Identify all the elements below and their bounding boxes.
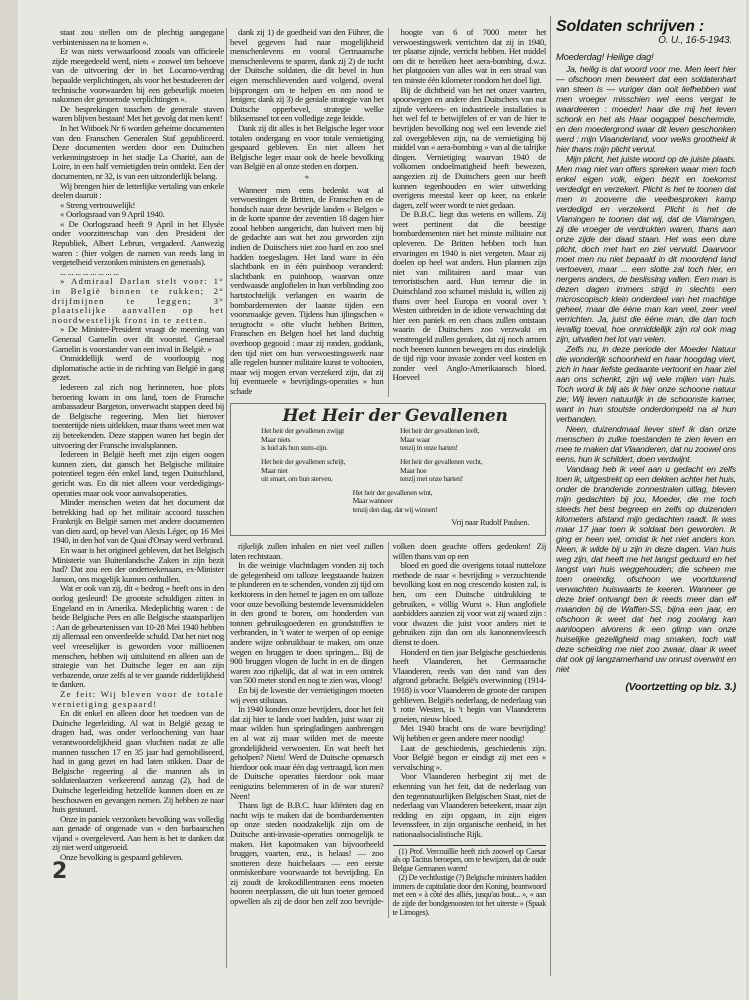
article-column-2-top [230,28,384,397]
paragraph: En bij de kwestie der vernietigingen moeten wij even stilstaan. [230,685,384,705]
paragraph: ... ... ... ... ... ... ... ... [60,266,119,277]
paragraph: Ja, heilig is dat woord voor me. Men leert hier — ofschoon men beweert dat een soldatenhart van steen is — vuriger dan ooit liefhebben wat men vroeger misschien wel eens vergat te waardeeren : moeder! haar die mij het leven schonk en het als Haar oogappel beschermde, en den moedergrond waar dit leven geschonken werd : mijn Vlaanderland, voor welks grootheid ik hier thans mijn plicht vervul. [556,64,736,154]
paragraph: En dit enkel en alleen door het toedoen van de Duitsche legerleiding. Al wat in België gezag te dragen had, was onder verloochening van haar verantwoordelijkheid gaan vluchten nadat ze alle mannen tusschen 17 en 35 jaar had gemobiliseerd, had in gang gezet en had laten stikken. Daar de Belgische regeering al die mannen als in soldatenlaarzen verkeerend aanzag (2), had de Duitsche legerleiding hetzelfde kunnen doen en ze beschouwen en gevangen nemen. Zij hebben ze naar huis gestuurd. [52,708,224,815]
article-column-1 [52,27,224,884]
paragraph: Onmiddellijk werd de voorloopig nog diplomatische actie in de richting van België in gang gezet. [52,353,224,383]
paragraph: » De Minister-President vraagt de meening van Generaal Gamelin over dit voorstel. Generaal Gamelin is voorstander van een inval in België. » [52,324,224,354]
poem-stanza [400,458,529,484]
paragraph: Minder menschen weten dat het document dat betrekking had op het militair accoord tusschen Frankrijk en België samen met andere documenten van dien aard, op bevel van Alexis Léger, op 16 Mei 1940, in den hof van de Quai d'Orsay werd verbrand. [52,497,224,546]
continuation-note: (Voortzetting op blz. 3.) [625,681,736,693]
paragraph: Iedereen in België heeft met zijn eigen oogen kunnen zien, dat gansch het Belgische militaire potentieel tegen één enkel land, tegen Duitschland, gericht was. En dit niet alleen voor verdedigings-operaties maar ook voor aanvalsoperaties. [52,449,224,498]
poem-credit: Vrij naar Rudolf Paulsen. [451,517,529,527]
poem-line: Maar waar [400,434,430,444]
letter-column [556,16,736,692]
poem-line: Maar wanneer [352,496,393,506]
poem-line: uit smart, om hun sterven. [261,474,333,484]
paragraph: « Oorlogsraad van 9 April 1940. [60,209,165,220]
poem-line: tenzij in onze harten! [400,443,458,453]
paragraph: Er was niets verwaarloosd zooals van officieele zijde meegedeeld werd, niets « zoowel ten behoeve van de uitvoering der in het Locarno-verdrag bepaalde verplichtingen, als voor het bestudeeren der technische voorwaarden bij een gebeurlijk moeten nakomen der genoemde verplichtingen ». [52,46,224,105]
poem-title: Het Heir der Gevallenen [282,405,508,426]
poem-line: is luid als hun stem-zijn. [261,443,328,453]
poem-line: tenzij den dag, dat wij winnen! [352,504,438,514]
paragraph: De B.B.C. liegt dus wetens en willens. Zij weet pertinent dat die beestige bombardementen niet het minste militaire nut opleveren. De Britten hebben toch hun ervaringen en 1940 is niet vergeten. Maar zij doelen op heel wat anders. Hun plannen zijn niet van militairen aard maar van terroristischen aard. Hun terreur die in Duitschland zoo schamel mislukt is, willen zij thans over heel Europa en vooral over 't Westen uitbreiden in de idiote verwachting dat hier een paniek en een chaos zullen ontstaan waarin de Duitschers zoo verzwakt en verstrengeld zullen geraken, dat zij noch armen noch beenen kunnen bewegen en dus eindelijk de tijd rijp voor invasie zonder veel kosten en zonder veel Anglo-Amerikaansch bloed. Hoeveel [392,209,546,383]
page-number: 2 [52,858,68,884]
article-middle-columns [230,28,546,918]
paragraph: Ze feit: Wij bleven voor de totale vernietiging gespaard! [52,688,224,709]
poem-stanza [261,458,390,484]
poem-line: Het heir der gevallenen wint, [352,487,433,497]
poem-line: Maar niet [261,465,288,475]
paragraph: dank zij 1) de goedheid van den Führer, die bevel gegeven had naar mogelijkheid menschenlevens en vooral Germaansche menschenlevens te sparen, dank zij 2) de tucht der Duitsche soldaten, die dit bevel in hun eigen menschlievenden aard volgend, overal bijsprongen om te helpen en om nood te lenigen; dank zij 3) de geniale strategie van het Duitsche opperbevel, strategie welke bliksemsnel tot een volledige zege leidde. [230,27,384,124]
paragraph: In die weinige vluchtdagen vonden zij toch de gelegenheid om talloze leegstaande huizen te plunderen en te schenden, vonden zij tijd om kerktorens in den hemel te jagen en om talloze voor onze bevolking bestemde levensmiddelen in den grond te boren, om honderden van tonnen gebruiksgoederen en grondstoffen te verbranden, in 't water te werpen of op eenige andere wijze onbruikbaar te maken, om onze wegen en bruggen te doen springen... Bij de 900 bruggen vlogen de lucht in en de dingen waren zoo rijkelijk, dat al wat in een omtrek van 500 meter stond en nog te zien was, vloog! [230,560,384,686]
letter-body [556,64,736,674]
poem-stanza [261,427,390,453]
letter-title: Soldaten schrijven : [556,18,705,35]
poem-stanza [400,427,529,453]
letter-salutation: Moederdag! Heilige dag! [556,51,654,62]
paragraph: bloed en goed die overigens totaal nutteloze methode de naar « bevrijding » verzuchtende bevolking kost en nog crescendo kosten zal, is hen, om een Duitsche uitdrukking te gebruiken, « völlig Wurst ». Hun anglofiele aanbidders aanzien zij voor wat zij waard zijn : voor dwazen die juist voor anders niet te gebruiken zijn dan om als kanonnenvleesch dienst te doen. [392,560,546,648]
paragraph: Mei 1940 bracht ons de ware bevrijding! Wij hebben er geen andere meer noodig! [392,723,546,743]
paragraph: » Admiraal Darlan stelt voor: 1° in België binnen te rukken; 2° drijfmijnen te leggen; 3° plaatselijke aanvallen op het noordwestelijk front in te zetten. [52,276,224,325]
poem-box [230,403,546,537]
paragraph: Zelfs nu, in deze periode der Moeder Natuur die wonderlijk schoonheid en haar hoogdag viert, zich in haar liefste gedaante vertoont en haar ziel aan ons schenkt, zijn wij vele mijlen van huis. Toch word ik blij als ik hier onze schoone natuur zie; Wij leven natuurlijk in de schoonste kamer, want in hun stoutste onderdompeld na al hun verbanden. [556,344,736,424]
paragraph: (2) De vechtlustige (?) Belgische ministers hadden immers de capitulatie door den Koning, beantwoord met een « à côté des alliés, jusqu'au bout... », « aan de zijde der bondgenoosten tot het uiterste » (Spaak te Limoges). [392,872,546,918]
paragraph: Vandaag heb ik veel aan u gedacht en zelfs toen ik, uitgestrekt op een dekken achter het huis, onder de brandende zonnestralen uitlag, bleven mijn gedachten bij jou, Moeder, die me toch steeds het best begreep en zelfs op duizenden kilometers afstand mijn gedachten raadt. Ik was maar 17 jaar toen ik soldaat ben geworden. Ik ging er heen wel, omdat ik het niet anders kon. Neen, ik wilde bij u zijn in deze dagen. Van huis weg zijn, dat heeft me het langst geduurd en het langst van huis weggehouden; die scheen me toen oneindig, ofschoon we voortdurend verwachten huiswaarts te keeren. Wanneer ge deze brief ontvangt ben ik reeds meer dan elf maanden bij de Waffen-SS, bijna een jaar, en ofschoon ik weet dat het nog zoolang kan aanloopen alvorens ik een glimp van onze huiselijke gezelligheid mag smaken, toch valt deze scheiding me niet zoo zwaar, daar ik weet dat ook gij langzamerhand uw onrust overwint en niet [556,464,736,674]
paragraph: Laat de geschiedenis, geschiedenis zijn. Voor België begon er eindigt zij met een « vervalsching ». [392,742,546,772]
paragraph: De besprekingen tusschen de generale staven waren blijven bestaan! Met het gevolg dat men kent! [52,103,224,124]
paragraph: Wat er ook van zij, dit « bedrog » heeft ons in den oorlog gesleurd! De grootste schuldigen zitten in Engeland en in Amerika. Medeplichtig waren : de beide Belgische Pers en alle Belgische staatsparlijen : Aan de gebeurtenissen van 10-28 Mei 1940 hebben zij allemaal een onverdeelde schuld. Dat het niet nog veel vreeselijker is geworden voor millioenen menschen, hebben wij uitsluitend en alleen aan de strategie van het Duitsche leger en aan zijn verbazende, onze zelfs al te ver gaande ridderlijkheid te danken. [52,583,224,690]
article-columns-bottom [230,542,546,918]
paragraph: rijkelijk zullen inhalen en niet veel zullen laten rechtstaan. [230,541,384,561]
paragraph: En waar is het origineel gebleven, dat het Belgisch Ministerie van Buitenlandsche Zaken in zijn bezit had? Dat zou een der onderteekenaars, ex-Minister Janson, ons mogelijk kunnen onthullen. [52,545,224,584]
paragraph: staat zou stellen om de plechtig aangegane verbintenissen na te komen ». [52,27,224,47]
paragraph: In 1940 konden onze bevrijders, door het feit dat zij hier te lande voet hadden, juist waar zij maar wilden hun springladingen aanbrengen en al wat zij maar wilden met de meeste grondelijkheid verwoesten. En wat heeft het geholpen? Niets! Werd de Duitsche opmarsch hierdoor ook maar één dag vertraagd, kon men de Duitsche operaties hierdoor ook maar eenigszins belemmeren of in de war sturen? Neen! [230,704,384,801]
poem-line: Maar niets [261,434,291,444]
column-divider [550,16,551,976]
paragraph: (1) Prof. Vercouillie heeft zich zoowel op Caesar als op Tacitus beroepen, om te bewijzen, dat de oude Belgae Germanen waren! [392,846,546,874]
poem-stanzas [261,427,529,514]
footnotes [393,845,547,918]
poem-line: Maar hoe [400,465,427,475]
paragraph: Mijn plicht, het juiste woord op de juiste plaats. Men mag niet van offers spreken waar men toch enkel eigen volk, eigen bezit en toekomst verdedigt en verzekert. Plicht is het te toonen dat men in zooverre die veelbesproken kamp verdedigd en verzekerd. Plicht is het de Vlamingen te toonen dat wij, dat de Vlamingen, zij die vroeger de verdrukten waren, thans aan onze zijde der daad staan. Het was een dure plicht, doch met hart en ziel vervuld. Daarvoor moet men nu niet bepaald in dit moordend land vertoeven, maar ... een slotte zal toch hier, en nergens anders, de beslissing vallen. Een man is dezen dagen immers strijd in slechts een microscopisch klein onderdeel van het machtige geheel, maar die ééne man kan veel, zeer veel verrichten. Ja, juist die ééne man, die dan toch ievallig toeval, hoe onmiddellijk zijn rol ook mag zijn, uitvallen het lot van velen. [556,154,736,344]
paragraph: In het Witboek Nr 6 worden geheime documenten van den Franschen Generalen Staf gepubliceerd. Deze documenten werden door een Duitschen verkenningstroep in het stadje La Charité, aan de Loire, in een half vernietigden trein ontdekt. Een der documenten, nr 32, is van een uitzonderlijk belang. [52,122,224,181]
paragraph: Bij de dichtheid van het net onzer vaarten, spoorwegen en andere den Duitschers van nut zijnde verkeers- en industrieele installaties is het wel fel te betwijfelen of er van de hier te bevrijden bevolking nog wel een levende ziel zal overgebleven zijn, na de vernietiging bij middel van « aera-bombing » van al die talrijke dingen. Vernietiging waarvan 1940 de volkomen ondoelmatigheid heeft bewezen, aangezien zij de Duitschers geen uur heeft kunnen tegenhouden en wier uitwerking overigens meestal keer op keer, na enkele dagen, zelf weer wordt te niet gedaan. [392,84,546,210]
poem-line: Het heir der gevallenen schrijt, [261,456,346,466]
letter-date: O. U., 16-5-1943. [658,35,732,46]
column-divider [226,28,227,968]
poem-line: tenzij met onze harten! [400,474,463,484]
paragraph: « De Oorlogsraad heeft 9 April in het Elysée onder voorzitterschap van den President der Republiek, Albert Lebrun, vergaderd. Aanwezig waren : (hier volgen de namen van reeds lang in vergetelheid verzonken ministers en generaals). [52,218,224,268]
paragraph: Neen, duizendmaal liever sterf ik dan onze menschen in zulke toestanden te zien leven en mee te maken dat Vlaanderen, dat nu zoowel ons eens, hun ik schildert, doen verdwijnt. [556,424,736,464]
article-column-3-top [393,28,547,383]
paragraph: Onze in paniek verzonken bevolking was volledig aan genade of ongenade van « den barbaarschen vijand » overgeleverd. Aan hem is het te danken dat zij niet werd uitgeroeid. [52,813,224,853]
paragraph: Wij brengen hier de letterlijke vertaling van enkele deelen daaruit : [52,180,224,201]
paragraph: hoogte van 6 of 7000 meter het verwoestingswerk verrichten dat zij in 1940, ter plaatse zijnde, verricht hebben. Het middel om dit te bereiken heet aera-bombing, d.w.z. het platgooien van alles wat in een straal van ten minste één kilometer rondom het doel ligt. [392,27,546,85]
article-text [52,28,224,863]
poem-line: Het heir der gevallenen vecht, [400,456,483,466]
poem-line: Het heir der gevallenen zwijgt [261,426,344,436]
poem-stanza [353,489,438,515]
article-columns-top [230,28,546,397]
section-separator: * [304,172,309,183]
paragraph: Voor Vlaanderen herbegint zij met de erkenning van het feit, dat de nederlaag van den tegennatuurlijken Belgischen Staat, niet de nederlaag van Vlaanderen beteekent, maar zijn redding en zijn opgaan, in zijn eigen levenssfeer, in zijn organische eenheid, in het nationaalsocialistische Rijk. [392,771,546,839]
paragraph: Thans ligt de B.B.C. haar kliënten dag en nacht wijs te maken dat de bombardementen op onze steden noodzakelijk zijn om de Duitsche anti-invasie-operaties onmogelijk te maken. Het kapotmaken van bijvoorbeeld bruggen, vaarten, enz., is helaas! — zoo snotteren deze huichelaars — een eerste onmiskenbare voorwaarde tot bevrijding. En zij zoudt de krokodillentranen eens moeten hooren neerplassen, die uit hun toeter gemoed opwellen als zij de door hen zelf zoo bevrijde-volken doen geachte offers gedenken! Zij willen thans van op een [230,541,546,907]
poem-line: Het heir der gevallenen leeft, [400,426,480,436]
paragraph: Honderd en tien jaar Belgische geschiedenis heeft Vlaanderen, het Germaansche Vlaanderen, reeds van den rand van den afgrond gebracht. België's overwinning (1914-1918) is voor Vlaanderen de groote der rampen geblieven. België's nederlaag, de nederlaag van 't rotte Westen, is 't begin van Vlaanderens groeien, nieuw bloed. [392,646,546,724]
paragraph: Onze bevolking is gespaard gebleven. [60,852,183,863]
article-column-3-bottom [393,561,547,839]
paragraph: Iedereen zal zich nog herinneren, hoe plots beroering kwam in ons land, toen de Fransche ambassadeur Bargeton, onverwacht stappen deed bij de Belgische regeering. Men liet hierover toentertijde niets uitlekken, maar thans weet men wat zij beteekenden. Deze stappen waren het begin der uitvoering der Fransche invalsplannen. [52,381,224,450]
paragraph: Wanneer men eens bedenkt wat al verwoestingen de Britten, de Franschen en de hondsch naar deze bevrijde landen « Belgen » in de korte spanne der zeventien 18 dagen hier zooal hebben aangericht, dan huivert men bij de gedachte aan wat het zou geworden zijn indien de Duitschers niet zoo hard en zoo snel hadden toegeslagen. Het land ware in één slachtbank en in één puinhoop veranderd: slachtbank en puinhoop, waarvan onze verdwaasde anglofielen in hun verblinding zoo hartstochtelijk verlangen en waarin de bombardementen der laatste tijden een voorsmaakje geven. Tijdens hun ijlingschen « terugtocht » ofte vlucht hebben Britten, Franschen en Belgen hoel het land duchtig overhoop gegooid : maar zij ronden, goddank, den tijd niet om hun verwoestingswerk naar alle regelen hunner militaire kunst te voltooien, maar wij mogen ervan verzekerd zijn, dat zij bij eventueele « bevrijdings-operaties » hun schade [230,184,384,396]
paragraph: « Streng vertrouwelijk! [60,199,136,210]
paragraph: Dank zij dit alles is het Belgische leger voor totalen ondergang en voor totale vernietiging gespaard gebleven. En niet alleen het Belgische leger maar ook de heele bevolking van België en al onze steden en dorpen. [230,122,384,172]
